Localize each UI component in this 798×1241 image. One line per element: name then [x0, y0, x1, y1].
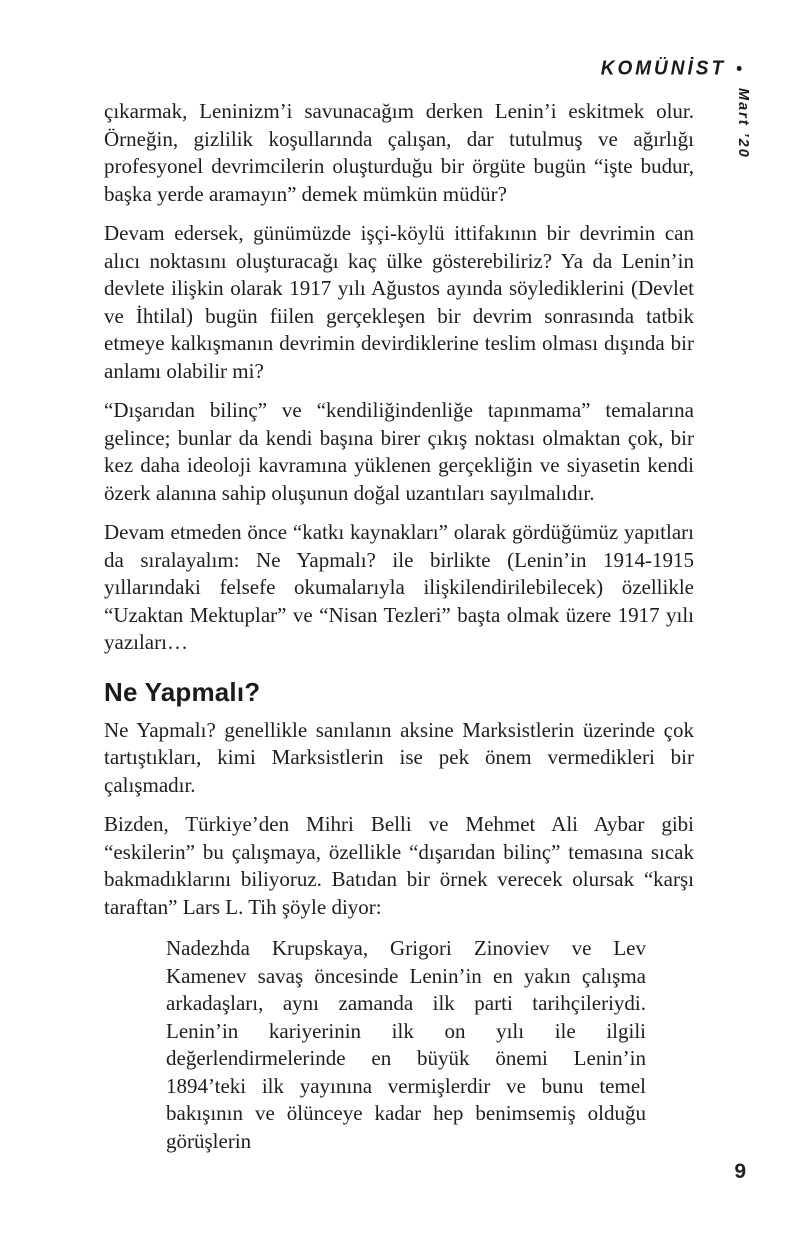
- paragraph: çıkarmak, Leninizm’i savunacağım derken Lenin’i eskitmek olur. Örneğin, gizlilik koşullarında çalışan, dar tutulmuş ve ağırlığı profesyonel devrimcilerin oluşturduğu bir örgüte bugün “işte budur, başka yerde aramayın” demek mümkün müdür?: [104, 99, 694, 206]
- issue-date-vertical: Mart ’20: [735, 88, 751, 159]
- paragraph: Devam etmeden önce “katkı kaynakları” olarak gördüğümüz yapıtları da sıralayalım: Ne Yapmalı? ile birlikte (Lenin’in 1914-1915 yıllarındaki felsefe okumalarıyla ilişkilendirilebilecek) özellikle “Uzaktan Mektuplar” ve “Nisan Tezleri” başta olmak üzere 1917 yılı yazıları…: [104, 520, 694, 654]
- paragraph: Ne Yapmalı? genellikle sanılanın aksine Marksistlerin üzerinde çok tartıştıkları, kimi Marksistlerin ise pek önem vermedikleri bir çalışmadır.: [104, 717, 694, 797]
- paragraph: Devam edersek, günümüzde işçi-köylü ittifakının bir devrimin can alıcı noktasını oluşturacağı kaç ülke gösterebiliriz? Ya da Lenin’in devlete ilişkin olarak 1917 yılı Ağustos ayında söylediklerini (Devlet ve İhtilal) bugün fiilen gerçekleşen bir devrim sonrasında tatbik etmeye kalkışmanın devrimin devirdiklerine teslim olması dışında bir anlamı olabilir mi?: [104, 221, 694, 383]
- magazine-title: KOMÜNİST: [600, 57, 727, 80]
- article-body: [104, 98, 694, 1155]
- section-heading: Ne Yapmalı?: [104, 676, 261, 707]
- running-head: [601, 57, 742, 80]
- paragraph: Bizden, Türkiye’den Mihri Belli ve Mehmet Ali Aybar gibi “eskilerin” bu çalışmaya, özellikle “dışarıdan bilinç” temasına sıcak bakmadıklarını biliyoruz. Batıdan bir örnek verecek olursak “karşı taraftan” Lars L. Tih şöyle diyor:: [104, 812, 694, 919]
- bullet-separator-icon: •: [736, 58, 742, 79]
- paragraph: “Dışarıdan bilinç” ve “kendiliğindenliğe tapınmama” temalarına gelince; bunlar da kendi başına birer çıkış noktası olmaktan çok, bir kez daha ideoloji kavramına yüklenen gerçekliğin ve siyasetin kendi özerk alanına sahip oluşunun doğal uzantıları sayılmalıdır.: [104, 398, 694, 505]
- blockquote: Nadezhda Krupskaya, Grigori Zinoviev ve Lev Kamenev savaş öncesinde Lenin’in en yakın çalışma arkadaşları, aynı zamanda ilk parti tarihçileriydi. Lenin’in kariyerinin ilk on yılı ile ilgili değerlendirmelerinde en büyük önemi Lenin’in 1894’teki ilk yayınına vermişlerdir ve bunu temel bakışının ve ölünceye kadar hep benimsemiş olduğu görüşlerin: [166, 936, 646, 1153]
- page-number: 9: [734, 1160, 746, 1183]
